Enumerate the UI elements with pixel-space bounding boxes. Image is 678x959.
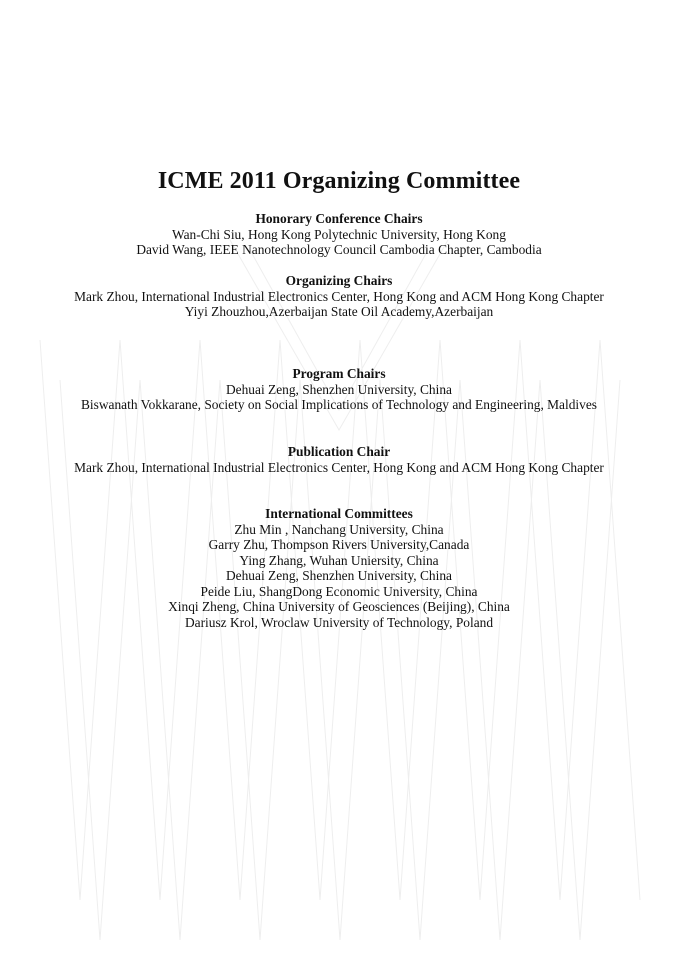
section-program-chairs <box>0 366 678 413</box>
section-heading: International Committees <box>265 506 413 521</box>
committee-member: Dariusz Krol, Wroclaw University of Technology, Poland <box>184 614 494 630</box>
committee-member: Mark Zhou, International Industrial Electronics Center, Hong Kong and ACM Hong Kong Chapter <box>74 459 604 475</box>
section-heading: Organizing Chairs <box>285 273 393 288</box>
committee-member: Xinqi Zheng, China University of Geosciences (Beijing), China <box>168 599 510 614</box>
section-honorary-chairs <box>0 211 678 258</box>
committee-member: Garry Zhu, Thompson Rivers University,Canada <box>208 537 470 552</box>
section-heading: Program Chairs <box>292 366 386 381</box>
committee-member: Dehuai Zeng, Shenzhen University, China <box>226 568 452 583</box>
committee-member: Dehuai Zeng, Shenzhen University, China <box>226 381 452 397</box>
committee-member: Biswanath Vokkarane, Society on Social Implications of Technology and Engineering, Maldives <box>81 397 597 412</box>
section-organizing-chairs <box>0 273 678 320</box>
section-heading: Honorary Conference Chairs <box>255 211 423 226</box>
page-title: ICME 2011 Organizing Committee <box>157 168 521 194</box>
committee-member: Mark Zhou, International Industrial Electronics Center, Hong Kong and ACM Hong Kong Chapter <box>74 288 604 304</box>
committee-member: Zhu Min , Nanchang University, China <box>234 521 444 537</box>
committee-member: Peide Liu, ShangDong Economic University, China <box>200 583 478 599</box>
committee-member: Wan-Chi Siu, Hong Kong Polytechnic University, Hong Kong <box>172 226 506 242</box>
committee-member: David Wang, IEEE Nanotechnology Council Cambodia Chapter, Cambodia <box>136 242 542 257</box>
committee-member: Yiyi Zhouzhou,Azerbaijan State Oil Academy,Azerbaijan <box>184 304 494 319</box>
committee-member: Ying Zhang, Wuhan Uniersity, China <box>239 552 439 568</box>
section-heading: Publication Chair <box>287 444 391 459</box>
section-publication-chair <box>0 444 678 475</box>
section-international-committees <box>0 506 678 630</box>
